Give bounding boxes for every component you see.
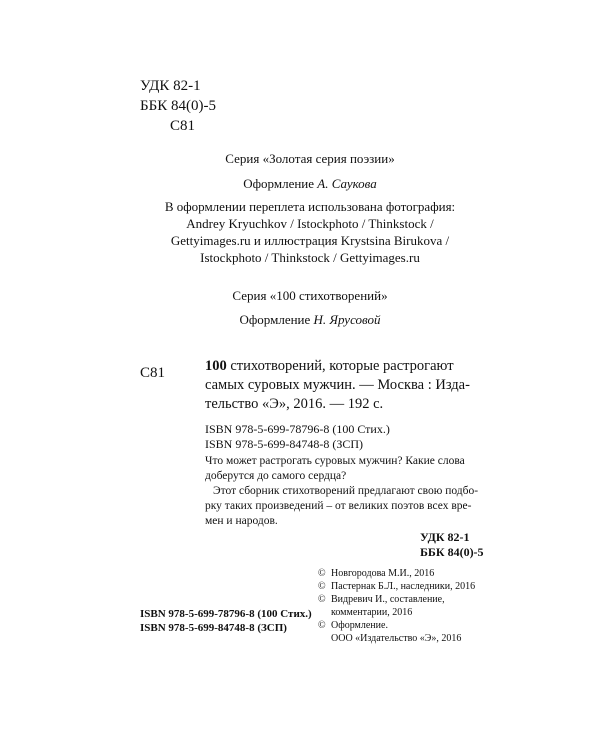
- annotation-line: Что может растрогать суровых мужчин? Какие слова: [205, 455, 465, 467]
- catalog-author-mark: С81: [140, 365, 166, 381]
- series-1: Серия «Золотая серия поэзии»: [225, 151, 395, 166]
- annotation: [205, 454, 503, 529]
- copyright-icon: ©: [318, 581, 326, 592]
- isbn-line: ISBN 978-5-699-78796-8 (100 Стих.): [140, 608, 312, 620]
- cover-credits: [150, 198, 470, 266]
- bib-line: самых суровых мужчин. — Москва : Изда-: [205, 377, 470, 393]
- design-credit-1: [150, 175, 470, 192]
- author-mark: С81: [170, 118, 196, 134]
- bib-title-line: [205, 357, 505, 376]
- udk-block: [140, 76, 216, 136]
- design-label: Оформление: [239, 312, 311, 327]
- copyright-text-continued: ООО «Издательство «Э», 2016: [331, 633, 462, 644]
- annotation-line: доберутся до самого сердца?: [205, 470, 347, 482]
- bbk-code: ББК 84(0)-5: [420, 545, 484, 559]
- designer-name: Н. Ярусовой: [313, 312, 381, 327]
- designer-name: А. Саукова: [317, 176, 377, 191]
- copyright-text: Видревич И., составление,: [331, 594, 445, 605]
- design-credit-2: [150, 311, 470, 328]
- bibliographic-description: [205, 357, 505, 414]
- bottom-isbns: [140, 607, 312, 635]
- copyright-text: Пастернак Б.Л., наследники, 2016: [331, 581, 476, 592]
- copyright-item: [318, 619, 475, 632]
- udk-code: УДК 82-1: [140, 78, 201, 94]
- copyright-block: [318, 567, 475, 645]
- udk-code: УДК 82-1: [420, 530, 470, 544]
- annotation-line: Этот сборник стихотворений предлагают свою подбо-: [213, 485, 479, 497]
- isbn-line: ISBN 978-5-699-78796-8 (100 Стих.): [205, 422, 390, 436]
- annotation-line: рку таких произведений – от великих поэтов всех вре-: [205, 500, 472, 512]
- isbn-line: ISBN 978-5-699-84748-8 (ЗСП): [140, 622, 287, 634]
- copyright-text: Оформление.: [331, 620, 388, 631]
- bbk-code: ББК 84(0)-5: [140, 98, 216, 114]
- cover-line: Istockphoto / Thinkstock / Gettyimages.ru: [200, 250, 420, 265]
- bib-line: тельство «Э», 2016. — 192 с.: [205, 396, 384, 412]
- copyright-item: [318, 567, 475, 580]
- copyright-icon: ©: [318, 568, 326, 579]
- copyright-icon: ©: [318, 594, 326, 605]
- copyright-item: [318, 593, 475, 606]
- series-2: Серия «100 стихотворений»: [232, 288, 388, 303]
- catalog-udk: [420, 530, 484, 560]
- copyright-icon: ©: [318, 620, 326, 631]
- title-number: 100: [205, 358, 227, 374]
- cover-line: Andrey Kryuchkov / Istockphoto / Thinkstock /: [186, 216, 434, 231]
- copyright-text-continued: комментарии, 2016: [331, 607, 413, 618]
- copyright-text: Новгородова М.И., 2016: [331, 568, 435, 579]
- cover-line: В оформлении переплета использована фотография:: [164, 199, 456, 214]
- annotation-line: мен и народов.: [205, 515, 278, 527]
- cover-line: Gettyimages.ru и иллюстрация Krystsina Birukova /: [170, 233, 450, 248]
- copyright-item: [318, 580, 475, 593]
- isbn-line: ISBN 978-5-699-84748-8 (ЗСП): [205, 437, 363, 451]
- design-label: Оформление: [243, 176, 315, 191]
- title-text: стихотворений, которые растрогают: [230, 358, 454, 374]
- catalog-isbns: [205, 422, 390, 452]
